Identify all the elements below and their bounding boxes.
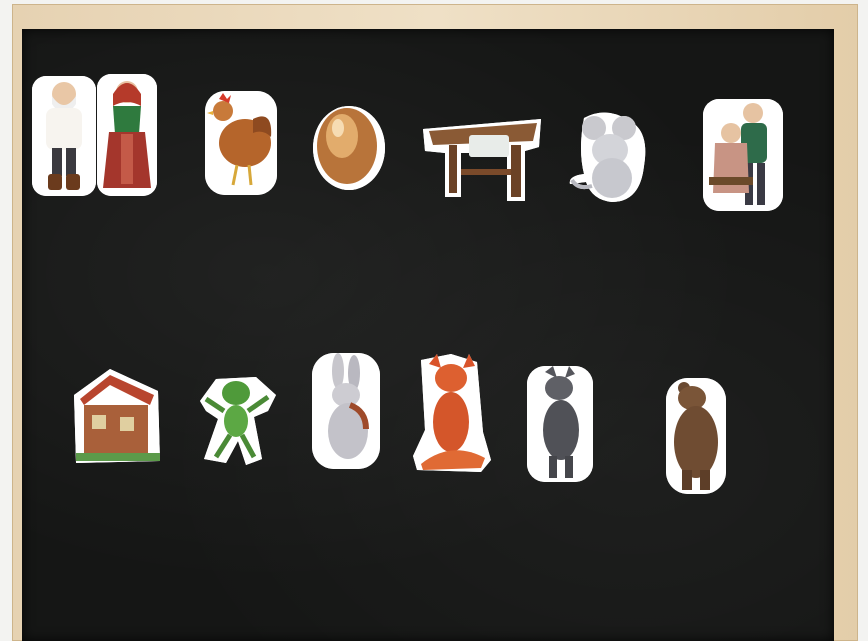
old-couple-figure (701, 97, 785, 213)
old-woman-figure (95, 72, 159, 198)
mouse-figure (566, 110, 652, 206)
hare-figure (310, 351, 382, 471)
golden-egg-figure (310, 100, 388, 192)
fox-figure (411, 352, 493, 474)
hen-figure (203, 89, 279, 197)
wolf-figure (525, 364, 595, 484)
house-figure (70, 365, 164, 465)
table-figure (421, 117, 543, 205)
bear-figure (664, 376, 728, 496)
old-man-figure (30, 74, 98, 198)
frog-figure (196, 371, 278, 467)
